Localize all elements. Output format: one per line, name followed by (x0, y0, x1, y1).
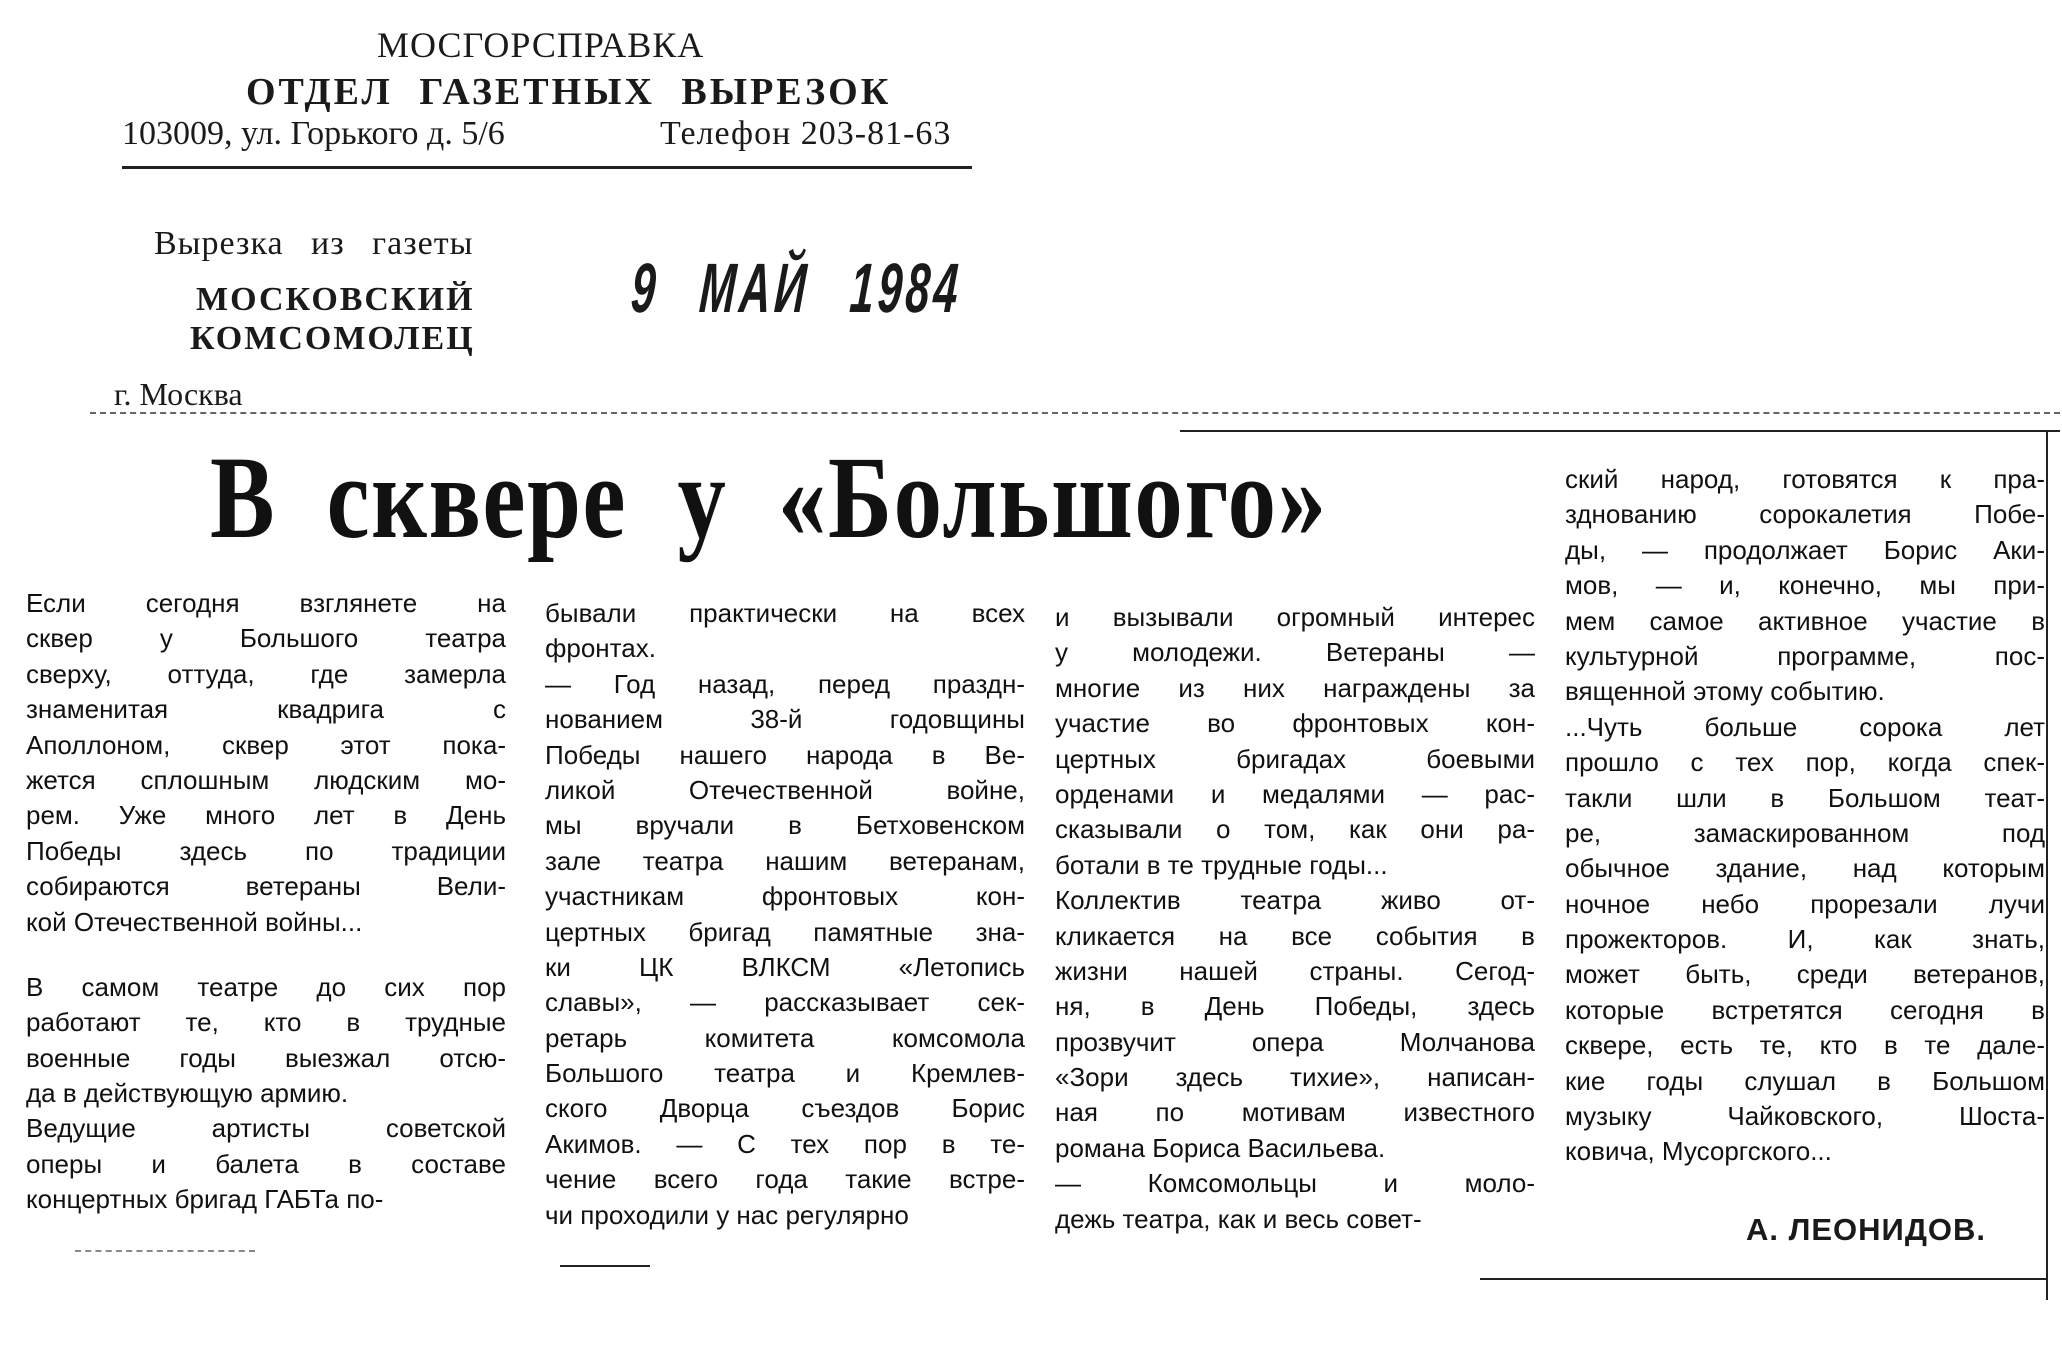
article-column-1 (26, 586, 506, 1218)
article-text-line: ды, — продолжает Борис Аки- (1565, 534, 2045, 565)
article-text-line: ретарь комитета комсомола (545, 1022, 1025, 1053)
article-text-line: зднованию сорокалетия Побе- (1565, 499, 2045, 530)
article-text-line: мы вручали в Бетховенском (545, 810, 1025, 841)
article-text-line: рем. Уже много лет в День (26, 800, 506, 831)
article-text-line: сквер у Большого театра (26, 623, 506, 654)
article-text-line: Акимов. — С тех пор в те- (545, 1128, 1025, 1159)
newspaper-name-line1: МОСКОВСКИЙ (196, 281, 475, 318)
article-text-line: прожекторов. И, как знать, (1565, 924, 2045, 955)
article-text-line: музыку Чайковского, Шоста- (1565, 1101, 2045, 1132)
article-text-line: сквере, есть те, кто в те дале- (1565, 1030, 2045, 1061)
article-text-line: ная по мотивам известного (1055, 1097, 1535, 1128)
article-text-line: ского Дворца съездов Борис (545, 1093, 1025, 1124)
article-text-line: бывали практически на всех (545, 598, 1025, 628)
article-text-line: чение всего года такие встре- (545, 1164, 1025, 1195)
article-text-line: — Год назад, перед праздн- (545, 668, 1025, 699)
article-text-line: — Комсомольцы и моло- (1055, 1168, 1535, 1199)
article-text-line: славы», — рассказывает сек- (545, 987, 1025, 1018)
paragraph-gap (26, 940, 506, 970)
article-text-line: ночное небо прорезали лучи (1565, 888, 2045, 919)
article-text-line: романа Бориса Васильева. (1055, 1132, 1386, 1163)
article-headline: В сквере у «Большого» (210, 432, 1328, 563)
article-text-line: цертных бригадах боевыми (1055, 743, 1535, 774)
article-text-line: знаменитая квадрига с (26, 694, 506, 725)
article-column-4 (1565, 462, 2045, 1170)
article-text-line: прошло с тех пор, когда спек- (1565, 747, 2045, 778)
article-text-line: Коллектив театра живо от- (1055, 885, 1535, 916)
article-column-3 (1055, 600, 1535, 1237)
agency-address: 103009, ул. Горького д. 5/6 (122, 115, 505, 152)
article-text-line: ский народ, готовятся к пра- (1565, 464, 2045, 494)
article-byline: А. ЛЕОНИДОВ. (1746, 1212, 1987, 1247)
article-text-line: дежь театра, как и весь совет- (1055, 1203, 1422, 1234)
article-text-line: у молодежи. Ветераны — (1055, 637, 1535, 668)
article-column-2 (545, 596, 1025, 1233)
agency-name: МОСГОРСПРАВКА (377, 25, 705, 65)
article-text-line: участие во фронтовых кон- (1055, 708, 1535, 739)
article-text-line: кой Отечественной войны... (26, 906, 363, 937)
article-text-line: обычное здание, над которым (1565, 853, 2045, 884)
article-text-line: военные годы выезжал отсю- (26, 1042, 506, 1073)
article-text-line: которые встретятся сегодня в (1565, 994, 2045, 1025)
article-text-line: Если сегодня взглянете на (26, 588, 506, 618)
article-text-line: такли шли в Большом теат- (1565, 782, 2045, 813)
article-text-line: Большого театра и Кремлев- (545, 1058, 1025, 1089)
article-text-line: сверху, оттуда, где замерла (26, 658, 506, 689)
article-text-line: жется сплошным людским мо- (26, 764, 506, 795)
dashed-fragment (75, 1250, 255, 1252)
article-text-line: вященной этому событию. (1565, 676, 1885, 707)
article-text-line: мов, — и, конечно, мы при- (1565, 570, 2045, 601)
article-text-line: ки ЦК ВЛКСМ «Летопись (545, 951, 1025, 982)
clip-label: Вырезка из газеты (154, 225, 474, 262)
article-text-line: Победы здесь по традиции (26, 835, 506, 866)
article-text-line: ботали в те трудные годы... (1055, 849, 1388, 880)
article-text-line: жизни нашей страны. Сегод- (1055, 955, 1535, 986)
article-text-line: сказывали о том, как они ра- (1055, 814, 1535, 845)
article-text-line: ре, замаскированном под (1565, 817, 2045, 848)
article-text-line: В самом театре до сих пор (26, 971, 506, 1002)
article-text-line: ...Чуть больше сорока лет (1565, 711, 2045, 742)
agency-phone: Телефон 203-81-63 (660, 115, 952, 152)
stamp-divider (122, 166, 972, 169)
article-text-line: Ведущие артисты советской (26, 1113, 506, 1144)
article-text-line: «Зори здесь тихие», написан- (1055, 1062, 1535, 1093)
article-text-line: фронтах. (545, 633, 656, 664)
newspaper-city: г. Москва (114, 376, 243, 412)
article-text-line: чи проходили у нас регулярно (545, 1199, 909, 1230)
article-text-line: Победы нашего народа в Ве- (545, 739, 1025, 770)
article-text-line: концертных бригад ГАБТа по- (26, 1184, 384, 1215)
column-end-rule (560, 1265, 650, 1267)
article-text-line: да в действующую армию. (26, 1078, 349, 1109)
article-text-line: ликой Отечественной войне, (545, 774, 1025, 805)
article-text-line: ковича, Мусоргского... (1565, 1136, 1832, 1167)
article-text-line: многие из них награждены за (1055, 672, 1535, 703)
department-name: ОТДЕЛ ГАЗЕТНЫХ ВЫРЕЗОК (246, 71, 892, 113)
article-text-line: зале театра нашим ветеранам, (545, 845, 1025, 876)
date-stamp: 9 МАЙ 1984 (628, 249, 965, 327)
newspaper-name-line2: КОМСОМОЛЕЦ (190, 320, 475, 357)
article-text-line: может быть, среди ветеранов, (1565, 959, 2045, 990)
article-text-line: цертных бригад памятные зна- (545, 916, 1025, 947)
article-text-line: участникам фронтовых кон- (545, 881, 1025, 912)
article-text-line: ня, в День Победы, здесь (1055, 991, 1535, 1022)
article-text-line: орденами и медалями — рас- (1055, 778, 1535, 809)
article-text-line: оперы и балета в составе (26, 1148, 506, 1179)
article-text-line: кие годы слушал в Большом (1565, 1065, 2045, 1096)
frame-right-rule (2046, 430, 2048, 1300)
article-text-line: культурной программе, пос- (1565, 640, 2045, 671)
article-text-line: мем самое активное участие в (1565, 605, 2045, 636)
article-text-line: нованием 38-й годовщины (545, 704, 1025, 735)
article-text-line: работают те, кто в трудные (26, 1007, 506, 1038)
article-text-line: и вызывали огромный интерес (1055, 602, 1535, 632)
article-text-line: прозвучит опера Молчанова (1055, 1026, 1535, 1057)
frame-bottom-rule (1480, 1278, 2046, 1280)
article-text-line: Аполлоном, сквер этот пока- (26, 729, 506, 760)
dashed-cut-line (90, 412, 2062, 414)
article-text-line: собираются ветераны Вели- (26, 871, 506, 902)
article-text-line: кликается на все события в (1055, 920, 1535, 951)
